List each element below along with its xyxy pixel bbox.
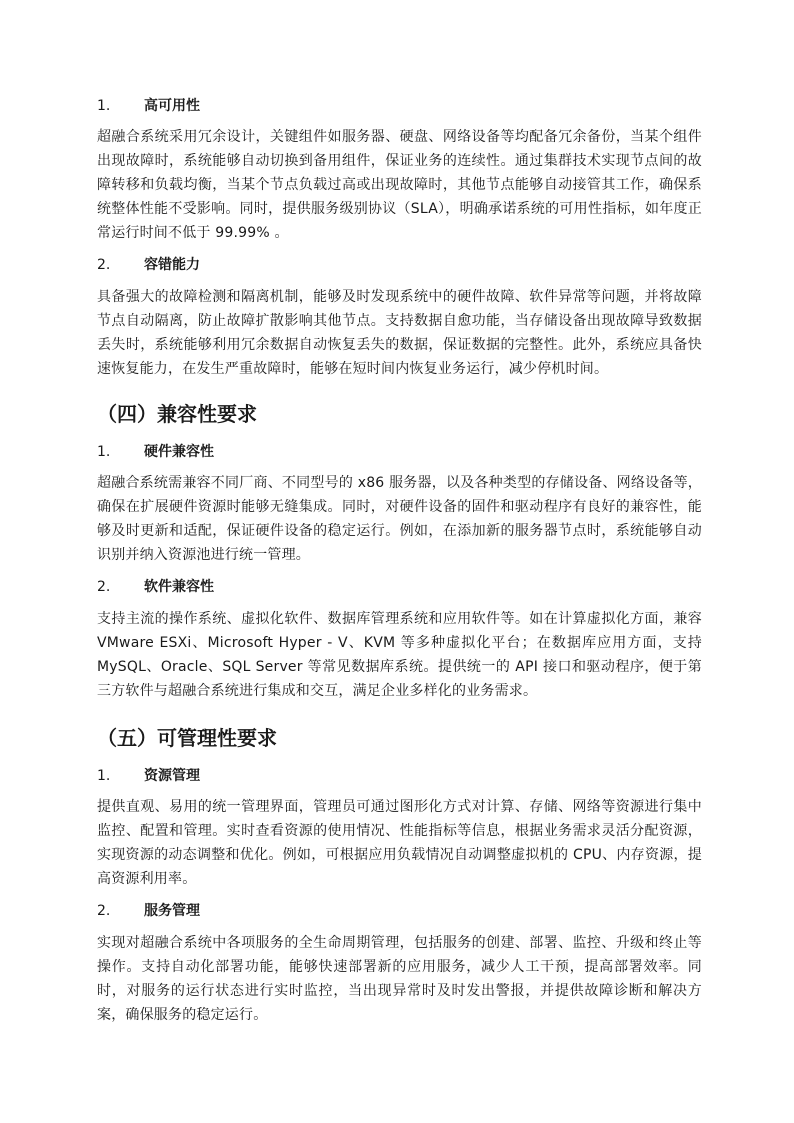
- subheading-resource-management: [97, 766, 200, 786]
- paragraph-resource-management: 提供直观、易用的统一管理界面，管理员可通过图形化方式对计算、存储、网络等资源进行集中监控、配置和管理。实时查看资源的使用情况、性能指标等信息，根据业务需求灵活分配资源，实现资源的动态调整和优化。例如，可根据应用负载情况自动调整虚拟机的 CPU、内存资源，提高资源利用率。: [97, 799, 702, 887]
- subheading-title: 高可用性: [144, 98, 200, 114]
- section-heading-manageability: （五）可管理性要求: [97, 726, 277, 750]
- section-heading-compatibility: （四）兼容性要求: [97, 402, 257, 426]
- subheading-service-management: [97, 901, 200, 921]
- subheading-title: 资源管理: [144, 768, 200, 784]
- paragraph-software-compatibility: 支持主流的操作系统、虚拟化软件、数据库管理系统和应用软件等。如在计算虚拟化方面，兼容 VMware ESXi、Microsoft Hyper - V、KVM 等多种虚拟化平台；在数据库应用方面，支持 MySQL、Oracle、SQL Server 等常见数据库系统。提供统一的 API 接口和驱动程序，便于第三方软件与超融合系统进行集成和交互，满足企业多样化的业务需求。: [97, 611, 702, 699]
- item-number: 1.: [97, 444, 111, 460]
- paragraph-high-availability: 超融合系统采用冗余设计，关键组件如服务器、硬盘、网络设备等均配备冗余备份，当某个组件出现故障时，系统能够自动切换到备用组件，保证业务的连续性。通过集群技术实现节点间的故障转移和负载均衡，当某个节点负载过高或出现故障时，其他节点能够自动接管其工作，确保系统整体性能不受影响。同时，提供服务级别协议（SLA），明确承诺系统的可用性指标，如年度正常运行时间不低于 99.99% 。: [97, 129, 702, 241]
- subheading-hardware-compatibility: [97, 442, 214, 462]
- item-number: 1.: [97, 768, 111, 784]
- paragraph-service-management: 实现对超融合系统中各项服务的全生命周期管理，包括服务的创建、部署、监控、升级和终止等操作。支持自动化部署功能，能够快速部署新的应用服务，减少人工干预，提高部署效率。同时，对服务的运行状态进行实时监控，当出现异常时及时发出警报，并提供故障诊断和解决方案，确保服务的稳定运行。: [97, 935, 702, 1023]
- subheading-software-compatibility: [97, 577, 214, 597]
- paragraph-hardware-compatibility: 超融合系统需兼容不同厂商、不同型号的 x86 服务器，以及各种类型的存储设备、网络设备等，确保在扩展硬件资源时能够无缝集成。同时，对硬件设备的固件和驱动程序有良好的兼容性，能够及时更新和适配，保证硬件设备的稳定运行。例如，在添加新的服务器节点时，系统能够自动识别并纳入资源池进行统一管理。: [97, 475, 702, 563]
- item-number: 2.: [97, 579, 111, 595]
- item-number: 1.: [97, 98, 111, 114]
- item-number: 2.: [97, 903, 111, 919]
- paragraph-fault-tolerance: 具备强大的故障检测和隔离机制，能够及时发现系统中的硬件故障、软件异常等问题，并将故障节点自动隔离，防止故障扩散影响其他节点。支持数据自愈功能，当存储设备出现故障导致数据丢失时，系统能够利用冗余数据自动恢复丢失的数据，保证数据的完整性。此外，系统应具备快速恢复能力，在发生严重故障时，能够在短时间内恢复业务运行，减少停机时间。: [97, 289, 702, 377]
- subheading-fault-tolerance: [97, 255, 200, 275]
- subheading-title: 服务管理: [144, 903, 200, 919]
- subheading-title: 硬件兼容性: [144, 444, 214, 460]
- item-number: 2.: [97, 257, 111, 273]
- subheading-title: 容错能力: [144, 257, 200, 273]
- subheading-title: 软件兼容性: [144, 579, 214, 595]
- subheading-high-availability: [97, 96, 200, 116]
